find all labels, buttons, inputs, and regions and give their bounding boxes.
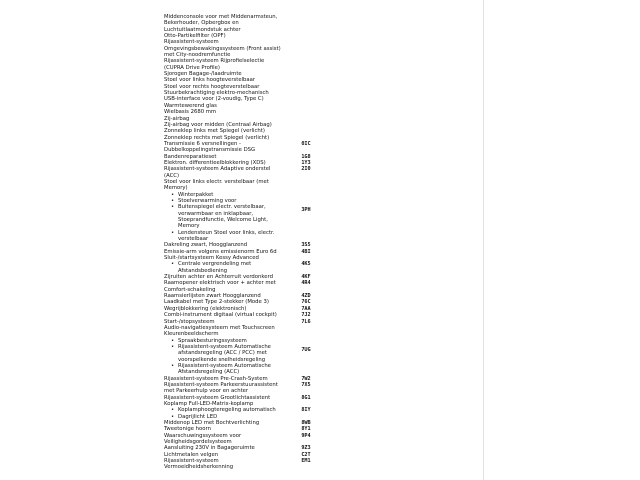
option-description [164, 179, 292, 242]
text-line: Otto-Partikelfilter (OPF) [164, 33, 226, 40]
text-line: • Spraakbesturingssysteem [178, 337, 247, 344]
option-description [164, 255, 292, 274]
text-line: Zij-airbag voor midden (Centraal Airbag) [164, 121, 272, 128]
option-description [164, 433, 292, 446]
sublist-item [173, 414, 288, 420]
option-row [164, 141, 320, 154]
standard-equipment-block [164, 14, 320, 141]
text-line: Rijassistent-systeem Adaptive onderstel [164, 166, 271, 173]
option-code: 8Y1 [301, 426, 311, 433]
text-line: • Koplamphoogteregeling automatisch [178, 407, 276, 414]
sublist-item [173, 261, 288, 274]
option-code: 8G1 [301, 394, 311, 401]
option-description [164, 280, 292, 293]
option-row [164, 280, 320, 293]
option-row [164, 458, 320, 471]
text-line: (ACC) [164, 172, 180, 179]
text-line: Zijruiten achter en Achterruit verdonkerd [164, 274, 273, 281]
text-line: Middenconsole voor met Middenarmsteun, [164, 14, 278, 20]
text-line: Emissie-arm volgens emissienorm Euro 6d [164, 248, 277, 255]
option-code: 0IC [301, 140, 311, 147]
text-line: • Lendensteun Stoel voor links, electr. [178, 229, 275, 236]
text-line: Lichtmetalen velgen [164, 451, 219, 458]
text-line: Rijassistent-systeem Grootlichtassistent [164, 394, 271, 401]
option-sublist [164, 261, 288, 274]
option-row [164, 325, 320, 376]
option-sublist [164, 338, 288, 376]
option-code: 9Z3 [301, 445, 311, 452]
option-code: 4K5 [301, 261, 311, 268]
sublist-item [173, 344, 288, 363]
option-description [164, 325, 292, 376]
text-line: Koplamp Full-LED-Matrix-koplamp [164, 400, 254, 407]
option-code: 4BI [301, 248, 311, 255]
text-line: Zonneklep links met Spiegel (verlicht) [164, 128, 265, 135]
text-line: verwarmbaar en inklapbaar, [178, 210, 254, 217]
text-line: Wegrijblokkering (elektronisch) [164, 305, 247, 312]
text-line: • Rijassistent-systeem Automatische [178, 362, 271, 369]
text-line: Rijassistent-systeem Rijprofielselectie [164, 58, 265, 65]
page-divider-line [483, 0, 484, 480]
option-code: 76C [301, 299, 311, 306]
option-code: 7W2 [301, 375, 311, 382]
option-code: 3S5 [301, 242, 311, 249]
option-code: 1Y3 [301, 159, 311, 166]
text-line: met Parkeerhulp voor en achter [164, 388, 249, 395]
option-code: 9P4 [301, 432, 311, 439]
option-code: 7AA [301, 305, 311, 312]
text-line: • Buitenspiegel electr. verstelbaar, [178, 204, 266, 211]
option-code: 4R4 [301, 280, 311, 287]
text-line: Stoel voor links hoogteverstelbaar [164, 77, 256, 84]
option-row [164, 382, 320, 395]
text-line: USB-interface voor (2-voudig, Type C) [164, 96, 264, 103]
text-line: • Dagrijlicht LED [178, 413, 218, 420]
option-code: C2T [301, 451, 311, 458]
text-line: Vermoeidheidsherkenning [164, 464, 234, 471]
option-code: 4KF [301, 274, 311, 281]
text-line: Wielbasis 2680 mm [164, 109, 217, 116]
text-line: • Centrale vergrendeling met [178, 261, 252, 268]
option-code: 7J2 [301, 312, 311, 319]
text-line: Combi-instrument digitaal (virtual cockpit) [164, 312, 277, 319]
text-line: met City-noodremfunctie [164, 52, 231, 59]
text-line: Warmtewerend glas [164, 102, 217, 109]
option-row [164, 255, 320, 274]
text-line: Tweetonige hoorn [164, 426, 211, 433]
option-description [164, 382, 292, 395]
text-line: Waarschuwingssysteem voor [164, 432, 242, 439]
option-row [164, 179, 320, 242]
text-line: Start-/stopsysteem [164, 318, 215, 325]
option-row [164, 166, 320, 179]
text-line: Rijassistent-systeem [164, 458, 219, 465]
text-line: Transmissie 6 versnellingen - [164, 140, 241, 147]
text-line: Raamopener elektrisch voor + achter met [164, 280, 276, 287]
text-line: Elektron. differentieelblokkering (XDS) [164, 159, 266, 166]
text-line: Zonneklep rechts met Spiegel (verlicht) [164, 134, 270, 141]
option-sublist [164, 407, 288, 420]
text-line: (CUPRA Drive Profile) [164, 64, 220, 71]
text-line: verstelbaar [178, 236, 209, 243]
text-line: afstandsregeling (ACC / PCC) met [178, 350, 267, 357]
option-code: 3PH [301, 207, 311, 214]
option-code: 1G8 [301, 153, 311, 160]
text-line: Comfort-schakeling [164, 286, 216, 293]
text-line: Memory [178, 223, 200, 230]
text-line: Afstandsregeling (ACC) [178, 369, 240, 376]
text-line: Middenop LED met Bochtverlichting [164, 420, 260, 426]
option-row [164, 433, 320, 446]
option-code: 7UG [301, 347, 311, 354]
text-line: voorspelkende snelheidsregeling [178, 356, 266, 363]
text-line: • Rijassistent-systeem Automatische [178, 343, 271, 350]
sublist-item [173, 230, 288, 243]
text-line: Bandenreparatieset [164, 153, 217, 160]
sublist-item [173, 204, 288, 229]
text-line: Audio-navigatiesysteem met Touchscreen [164, 324, 275, 331]
text-line: Laadkabel met Type 2-stekker (Mode 3) [164, 299, 269, 306]
text-line: Rijassistent-systeem Pre-Crash-System [164, 375, 268, 382]
equipment-list [164, 14, 320, 471]
text-line: Omgevingsbewakingssysteem (Front assist) [164, 45, 281, 52]
option-code: 2I0 [301, 166, 311, 173]
text-line: Dubbelkoppelingstransmissie DSG [164, 147, 256, 154]
option-description [164, 401, 292, 420]
option-description [164, 166, 292, 179]
text-line: Kleurenbeeldscherm [164, 331, 219, 338]
option-code: EM1 [301, 458, 311, 465]
option-code: 7X5 [301, 381, 311, 388]
text-line: Sjorogen Bagage-/laadruimte [164, 71, 242, 78]
option-code: 4ZD [301, 293, 311, 300]
text-line: Stoel voor rechts hoogteverstelbaar [164, 83, 260, 90]
text-line: • Winterpakket [178, 191, 214, 198]
option-code: 8IY [301, 407, 311, 414]
text-line: Afstandsbediening [178, 267, 228, 274]
option-description [164, 458, 292, 471]
option-code: 7L6 [301, 318, 311, 325]
text-line: Raamsierlijsten zwart Hoogglanzend [164, 293, 261, 300]
text-line: Veiligheidsgordelsysteem [164, 439, 232, 446]
text-line: Memory) [164, 185, 188, 192]
text-line: Stuurbekrachtiging elektro-mechanisch [164, 90, 269, 97]
text-line: Sluit-/startsysteem Kessy Advanced [164, 255, 259, 262]
text-line: • Stoelverwarming voor [178, 197, 237, 204]
sublist-item [173, 363, 288, 376]
text-line: Zij-airbag [164, 115, 190, 122]
text-line: Stoel voor links electr. verstelbaar (met [164, 178, 269, 185]
text-line: Rijassistent-systeem [164, 39, 219, 46]
option-sublist [164, 192, 288, 243]
text-line: Luchtuitlaatmondstuk achter [164, 26, 241, 33]
option-row [164, 401, 320, 420]
text-line: Stoeprandfunctie, Welcome Light, [178, 217, 268, 223]
option-code: 8WB [301, 420, 311, 426]
text-line: Rijassistent-systeem Parkeerstuurassistent [164, 381, 278, 388]
option-description [164, 141, 292, 154]
text-line: Dakreling zwart, Hoogglanzend [164, 242, 248, 249]
text-line: Bekerhouder, Opbergbox en [164, 20, 239, 27]
text-line: Aansluiting 230V in Bagageruimte [164, 445, 255, 452]
